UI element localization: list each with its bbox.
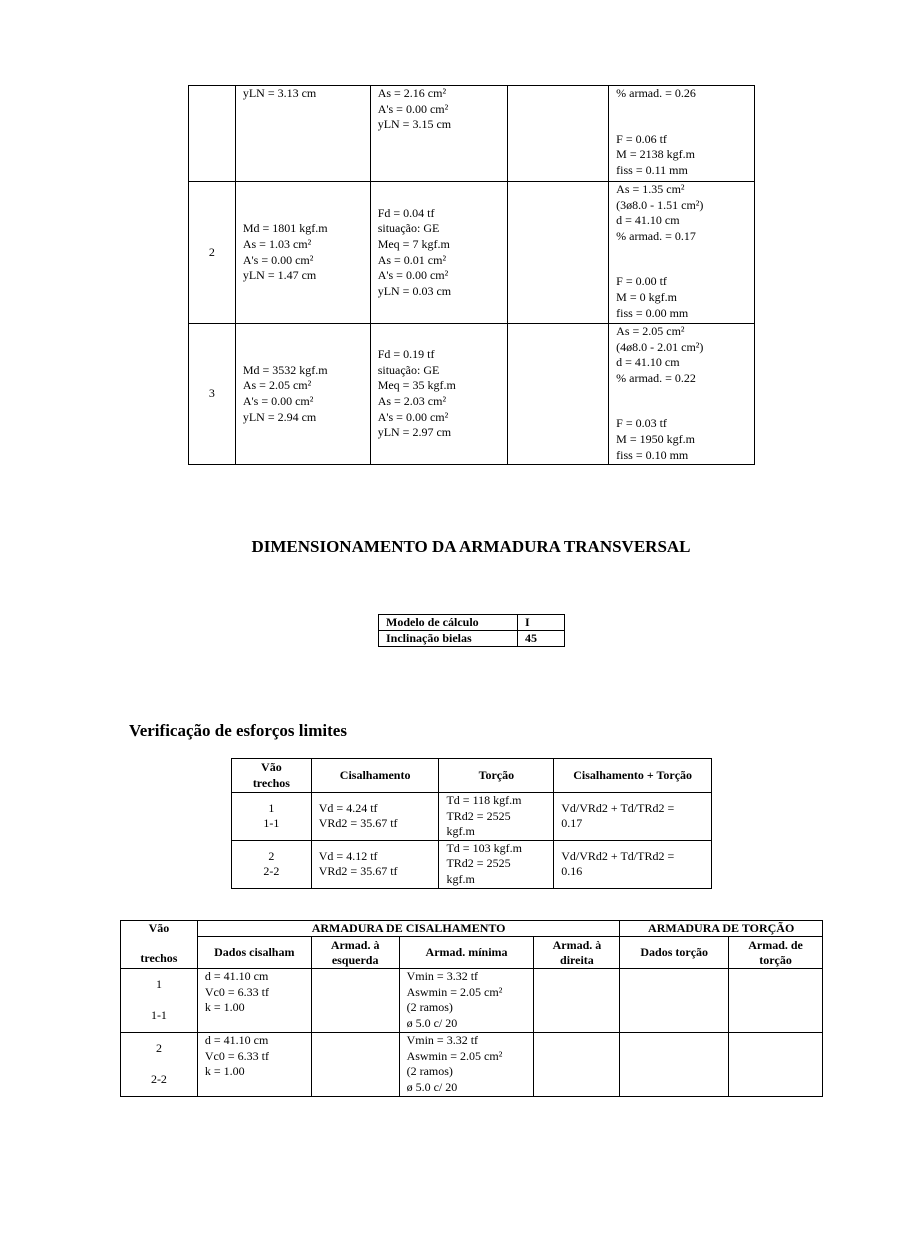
segment-label: 1-1 xyxy=(263,816,280,831)
fatigue-design-cell xyxy=(370,324,507,465)
shear-torsion-reinforcement-table xyxy=(120,920,823,1097)
value-line: Vmin = 3.32 tf xyxy=(406,1032,479,1047)
value-line: F = 0.03 tf xyxy=(616,416,667,431)
value-line: yLN = 1.47 cm xyxy=(242,268,317,283)
value-line: Td = 103 kgf.m xyxy=(446,840,522,855)
value-line: Vmin = 3.32 tf xyxy=(406,969,479,983)
table-header-row xyxy=(121,921,823,937)
value-line: Md = 3532 kgf.m xyxy=(242,362,328,377)
span-number: 2 xyxy=(155,1041,162,1056)
empty-cell xyxy=(507,86,609,182)
span-cell xyxy=(232,840,312,888)
segment-label: 1-1 xyxy=(150,1007,167,1022)
ultimate-design-cell xyxy=(235,324,370,465)
column-header: Armad. à direita xyxy=(534,937,620,969)
torsion-data-cell xyxy=(620,1032,729,1096)
value-line: As = 2.05 cm² xyxy=(616,324,685,338)
value-line: A's = 0.00 cm² xyxy=(377,101,449,116)
value-line: yLN = 0.03 cm xyxy=(377,283,452,298)
value-line: (3ø8.0 - 1.51 cm²) xyxy=(616,197,704,212)
header-label: Vão xyxy=(148,921,170,935)
value-line: situação: GE xyxy=(377,221,440,236)
value-line: kgf.m xyxy=(446,871,475,886)
table-row xyxy=(121,969,823,1033)
combined-cell xyxy=(554,840,712,888)
table-row xyxy=(121,1032,823,1096)
value-line: M = 2138 kgf.m xyxy=(616,147,695,162)
model-value: I xyxy=(518,615,565,631)
value-line: yLN = 3.15 cm xyxy=(377,117,452,132)
value-line: A's = 0.00 cm² xyxy=(377,268,449,283)
column-header: Cisalhamento + Torção xyxy=(554,759,712,793)
value-line: fiss = 0.11 mm xyxy=(616,162,688,177)
table-row xyxy=(379,631,565,647)
value-line: d = 41.10 cm xyxy=(616,355,680,370)
span-cell xyxy=(121,1032,198,1096)
column-header: Dados torção xyxy=(620,937,729,969)
value-line: As = 1.35 cm² xyxy=(616,182,685,196)
value-line: TRd2 = 2525 xyxy=(446,808,511,823)
torsion-reinforcement-cell xyxy=(729,1032,823,1096)
value-line: (2 ramos) xyxy=(406,1064,453,1079)
value-line: fiss = 0.10 mm xyxy=(616,447,689,462)
value-line: % armad. = 0.17 xyxy=(616,228,696,243)
shear-cell xyxy=(311,840,439,888)
value-line: VRd2 = 35.67 tf xyxy=(318,816,398,831)
value-line: Vd/VRd2 + Td/TRd2 = xyxy=(561,848,675,863)
inclination-label: Inclinação bielas xyxy=(379,631,518,647)
value-line: Fd = 0.19 tf xyxy=(377,347,435,362)
ultimate-design-cell xyxy=(235,182,370,324)
value-line: % armad. = 0.22 xyxy=(616,370,696,385)
value-line: F = 0.06 tf xyxy=(616,131,667,146)
value-line: Vc0 = 6.33 tf xyxy=(204,984,269,999)
torsion-data-cell xyxy=(620,969,729,1033)
value-line: As = 0.01 cm² xyxy=(377,252,447,267)
left-reinforcement-cell xyxy=(311,969,399,1033)
value-line: M = 0 kgf.m xyxy=(616,289,677,304)
header-label: trechos xyxy=(140,951,178,965)
section-subheading: Verificação de esforços limites xyxy=(129,721,347,740)
value-line: situação: GE xyxy=(377,362,440,377)
shear-group-header: ARMADURA DE CISALHAMENTO xyxy=(197,921,619,937)
table-row xyxy=(189,86,755,182)
fatigue-design-cell xyxy=(370,182,507,324)
shear-cell xyxy=(311,793,439,841)
value-line: As = 2.16 cm² xyxy=(377,86,447,100)
inclination-value: 45 xyxy=(518,631,565,647)
empty-cell xyxy=(507,324,609,465)
column-header: Dados cisalham xyxy=(197,937,311,969)
value-line: 0.16 xyxy=(561,864,583,879)
segment-label: 2-2 xyxy=(150,1071,167,1086)
value-line: M = 1950 kgf.m xyxy=(616,431,695,446)
section-heading: DIMENSIONAMENTO DA ARMADURA TRANSVERSAL xyxy=(251,537,691,556)
span-number: 2 xyxy=(268,848,275,863)
span-number: 1 xyxy=(268,800,275,815)
torsion-reinforcement-cell xyxy=(729,969,823,1033)
minimum-reinforcement-cell xyxy=(399,969,534,1033)
header-label: Vão trechos xyxy=(252,759,290,790)
value-line: Vc0 = 6.33 tf xyxy=(204,1048,269,1063)
value-line: yLN = 2.97 cm xyxy=(377,425,452,440)
value-line: (4ø8.0 - 2.01 cm²) xyxy=(616,339,704,354)
column-header: Armad. mínima xyxy=(399,937,534,969)
right-reinforcement-cell xyxy=(534,969,620,1033)
value-line: yLN = 3.13 cm xyxy=(242,86,317,100)
value-line: fiss = 0.00 mm xyxy=(616,305,689,320)
adopted-reinforcement-cell xyxy=(609,182,755,324)
span-number: 3 xyxy=(189,324,236,465)
value-line: A's = 0.00 cm² xyxy=(377,409,449,424)
empty-cell xyxy=(507,182,609,324)
fatigue-design-cell xyxy=(370,86,507,182)
value-line: A's = 0.00 cm² xyxy=(242,252,314,267)
value-line: d = 41.10 cm xyxy=(616,213,680,228)
torsion-cell xyxy=(439,840,554,888)
value-line: Meq = 35 kgf.m xyxy=(377,378,456,393)
table-row xyxy=(189,324,755,465)
value-line: kgf.m xyxy=(446,824,475,839)
value-line: 0.17 xyxy=(561,816,583,831)
value-line: Vd/VRd2 + Td/TRd2 = xyxy=(561,800,675,815)
value-line: As = 2.05 cm² xyxy=(242,378,312,393)
value-line: Td = 118 kgf.m xyxy=(446,793,522,807)
table-row xyxy=(232,840,712,888)
value-line: Fd = 0.04 tf xyxy=(377,205,435,220)
value-line: Vd = 4.12 tf xyxy=(318,848,378,863)
segment-label: 2-2 xyxy=(263,864,280,879)
value-line: As = 2.03 cm² xyxy=(377,394,447,408)
torsion-cell xyxy=(439,793,554,841)
value-line: % armad. = 0.26 xyxy=(616,86,696,100)
value-line: Aswmin = 2.05 cm² xyxy=(406,1048,503,1063)
limit-forces-table xyxy=(231,758,712,889)
value-line: Md = 1801 kgf.m xyxy=(242,221,328,236)
model-label: Modelo de cálculo xyxy=(379,615,518,631)
table-header-row xyxy=(121,937,823,969)
minimum-reinforcement-cell xyxy=(399,1032,534,1096)
adopted-reinforcement-cell xyxy=(609,324,755,465)
ultimate-design-cell xyxy=(235,86,370,182)
adopted-reinforcement-cell xyxy=(609,86,755,182)
value-line: Vd = 4.24 tf xyxy=(318,800,378,815)
value-line: yLN = 2.94 cm xyxy=(242,409,317,424)
right-reinforcement-cell xyxy=(534,1032,620,1096)
column-header: Torção xyxy=(439,759,554,793)
value-line: d = 41.10 cm xyxy=(204,1032,269,1047)
column-header: Armad. de torção xyxy=(729,937,823,969)
column-header xyxy=(232,759,312,793)
value-line: F = 0.00 tf xyxy=(616,274,667,289)
value-line: ø 5.0 c/ 20 xyxy=(406,1016,458,1031)
calculation-model-table xyxy=(378,614,565,647)
span-cell xyxy=(121,969,198,1033)
shear-data-cell xyxy=(197,1032,311,1096)
value-line: ø 5.0 c/ 20 xyxy=(406,1079,458,1094)
value-line: A's = 0.00 cm² xyxy=(242,394,314,408)
value-line: Meq = 7 kgf.m xyxy=(377,236,450,251)
column-header: Cisalhamento xyxy=(311,759,439,793)
value-line: d = 41.10 cm xyxy=(204,969,269,983)
value-line: (2 ramos) xyxy=(406,1000,453,1015)
table-row xyxy=(379,615,565,631)
span-number xyxy=(189,86,236,182)
table-header-row xyxy=(232,759,712,793)
value-line: As = 1.03 cm² xyxy=(242,236,312,251)
value-line: k = 1.00 xyxy=(204,1000,245,1015)
value-line: k = 1.00 xyxy=(204,1064,245,1079)
table-row xyxy=(189,182,755,324)
value-line: TRd2 = 2525 xyxy=(446,856,511,871)
column-header: Armad. à esquerda xyxy=(311,937,399,969)
flexure-results-table xyxy=(188,85,755,465)
span-number: 1 xyxy=(155,977,162,992)
left-reinforcement-cell xyxy=(311,1032,399,1096)
span-number: 2 xyxy=(189,182,236,324)
combined-cell xyxy=(554,793,712,841)
value-line: Aswmin = 2.05 cm² xyxy=(406,984,503,999)
table-row xyxy=(232,793,712,841)
shear-data-cell xyxy=(197,969,311,1033)
span-header xyxy=(121,921,198,969)
value-line: VRd2 = 35.67 tf xyxy=(318,864,398,879)
span-cell xyxy=(232,793,312,841)
torsion-group-header: ARMADURA DE TORÇÃO xyxy=(620,921,823,937)
